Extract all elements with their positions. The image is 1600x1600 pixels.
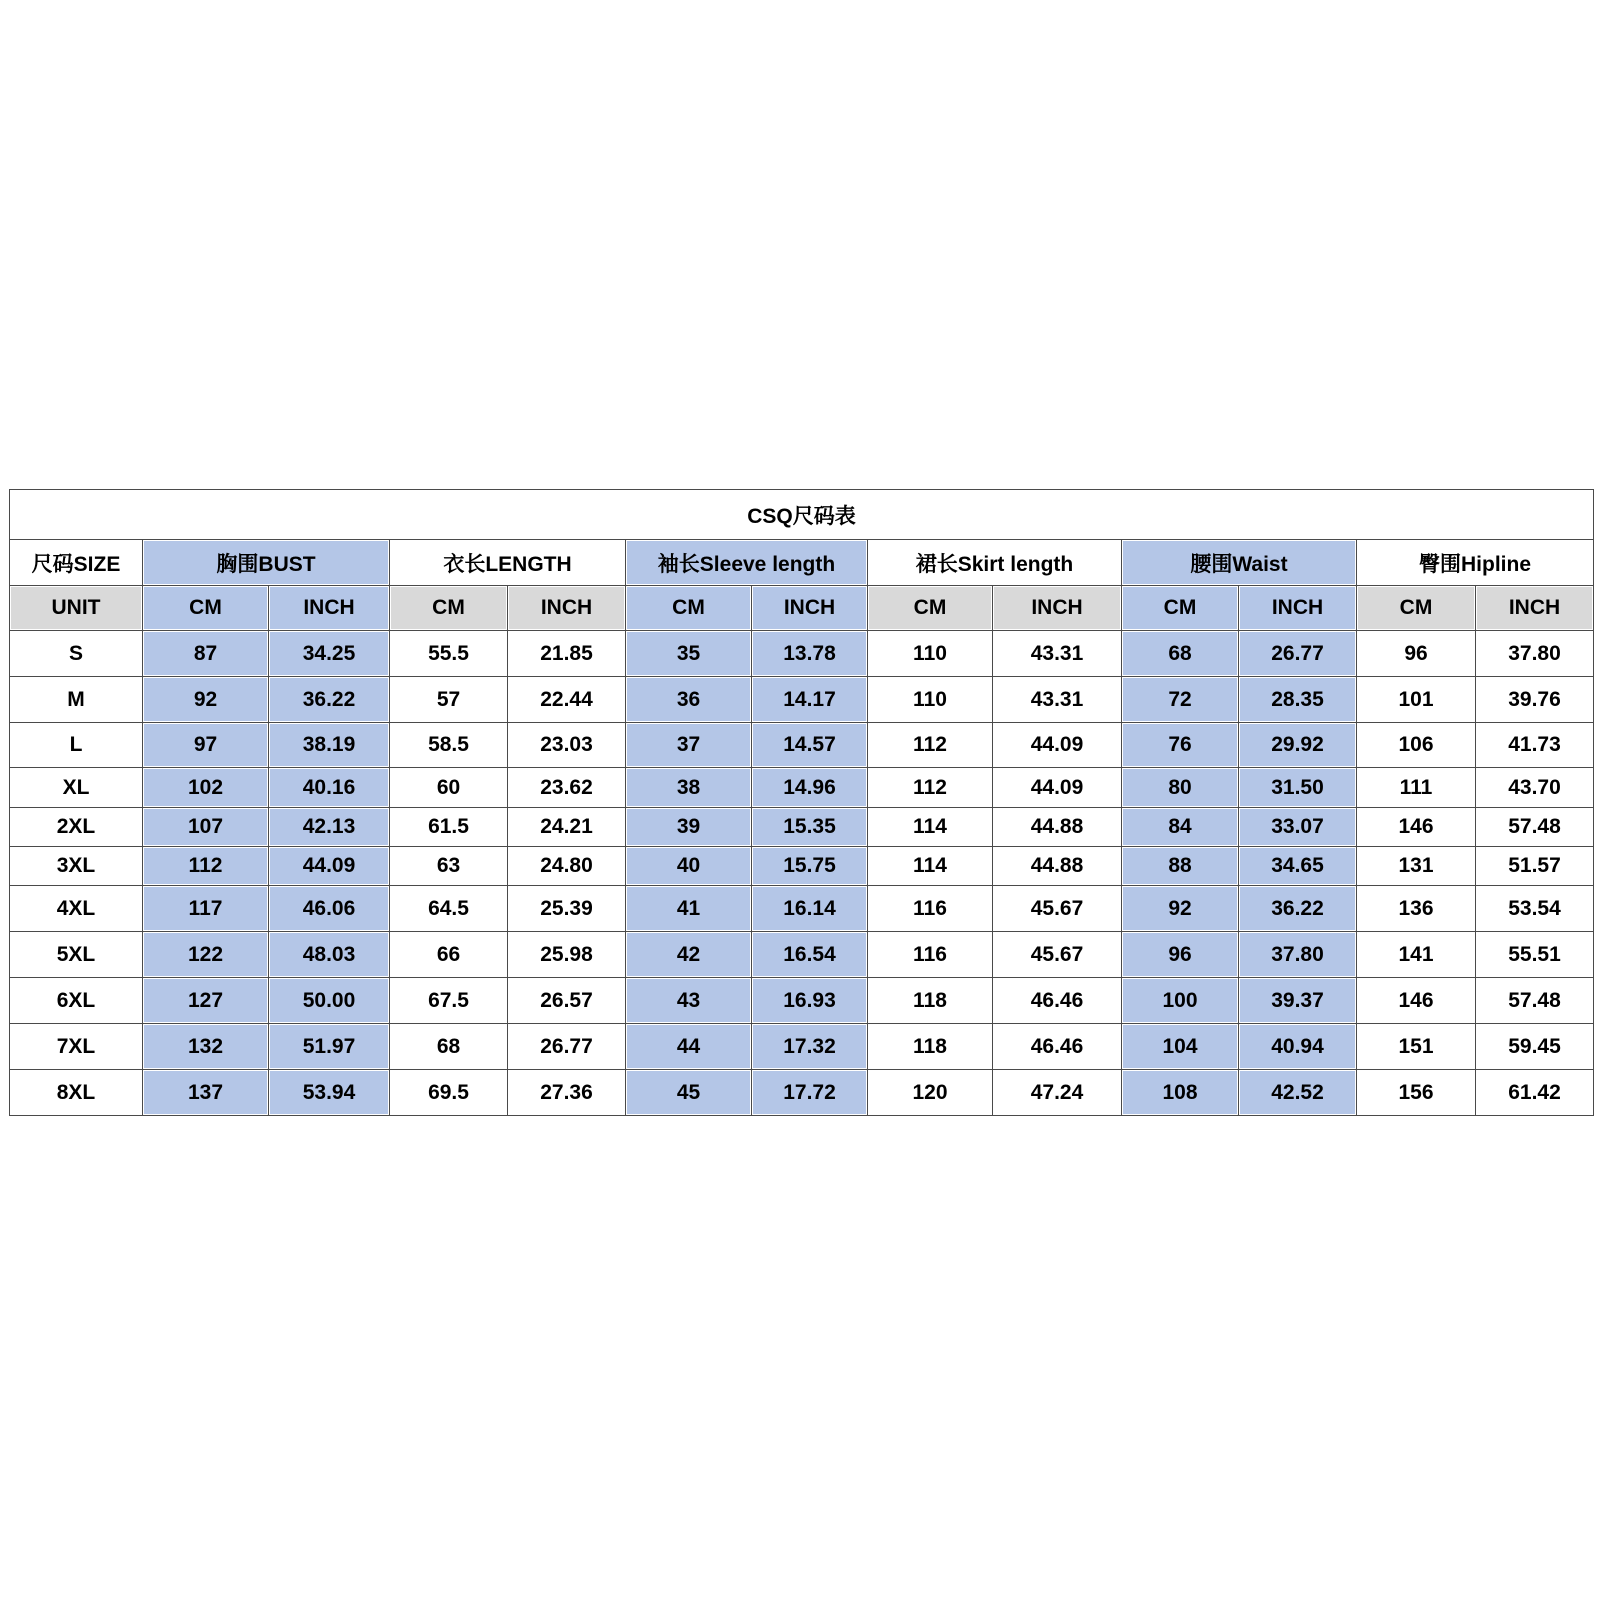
measurement-cell: 24.80 bbox=[508, 847, 626, 886]
measurement-cell: 36 bbox=[626, 677, 752, 723]
measurement-cell: 53.54 bbox=[1476, 886, 1594, 932]
measurement-cell: 26.77 bbox=[1239, 631, 1357, 677]
measurement-cell: 66 bbox=[390, 932, 508, 978]
table-row bbox=[10, 978, 1594, 1024]
measurement-cell: 50.00 bbox=[269, 978, 390, 1024]
group-header-sleeve: 袖长Sleeve length bbox=[626, 540, 868, 586]
measurement-cell: 43.70 bbox=[1476, 768, 1594, 808]
measurement-cell: 26.57 bbox=[508, 978, 626, 1024]
measurement-cell: 112 bbox=[868, 768, 993, 808]
measurement-cell: 16.93 bbox=[752, 978, 868, 1024]
measurement-cell: 39.37 bbox=[1239, 978, 1357, 1024]
measurement-cell: 118 bbox=[868, 978, 993, 1024]
measurement-cell: 132 bbox=[143, 1024, 269, 1070]
measurement-cell: 110 bbox=[868, 677, 993, 723]
measurement-cell: 55.51 bbox=[1476, 932, 1594, 978]
measurement-cell: 27.36 bbox=[508, 1070, 626, 1116]
measurement-cell: 151 bbox=[1357, 1024, 1476, 1070]
measurement-cell: 92 bbox=[1122, 886, 1239, 932]
measurement-cell: 14.57 bbox=[752, 723, 868, 768]
measurement-cell: 110 bbox=[868, 631, 993, 677]
measurement-cell: 114 bbox=[868, 847, 993, 886]
measurement-cell: 61.42 bbox=[1476, 1070, 1594, 1116]
size-label: 5XL bbox=[10, 932, 143, 978]
measurement-cell: 35 bbox=[626, 631, 752, 677]
measurement-cell: 33.07 bbox=[1239, 808, 1357, 847]
measurement-cell: 36.22 bbox=[1239, 886, 1357, 932]
measurement-cell: 44.88 bbox=[993, 808, 1122, 847]
measurement-cell: 60 bbox=[390, 768, 508, 808]
measurement-cell: 45.67 bbox=[993, 932, 1122, 978]
measurement-cell: 44.09 bbox=[269, 847, 390, 886]
size-label: S bbox=[10, 631, 143, 677]
measurement-cell: 34.25 bbox=[269, 631, 390, 677]
measurement-cell: 17.72 bbox=[752, 1070, 868, 1116]
size-label: L bbox=[10, 723, 143, 768]
measurement-cell: 141 bbox=[1357, 932, 1476, 978]
unit-inch: INCH bbox=[1239, 586, 1357, 631]
size-label: 3XL bbox=[10, 847, 143, 886]
measurement-cell: 131 bbox=[1357, 847, 1476, 886]
measurement-cell: 40.16 bbox=[269, 768, 390, 808]
unit-cm: CM bbox=[390, 586, 508, 631]
measurement-cell: 31.50 bbox=[1239, 768, 1357, 808]
unit-inch: INCH bbox=[508, 586, 626, 631]
measurement-cell: 25.98 bbox=[508, 932, 626, 978]
measurement-cell: 15.35 bbox=[752, 808, 868, 847]
measurement-cell: 76 bbox=[1122, 723, 1239, 768]
measurement-cell: 34.65 bbox=[1239, 847, 1357, 886]
unit-cm: CM bbox=[868, 586, 993, 631]
measurement-cell: 57.48 bbox=[1476, 978, 1594, 1024]
measurement-cell: 29.92 bbox=[1239, 723, 1357, 768]
measurement-cell: 39 bbox=[626, 808, 752, 847]
measurement-cell: 16.54 bbox=[752, 932, 868, 978]
measurement-cell: 146 bbox=[1357, 978, 1476, 1024]
unit-header: UNIT bbox=[10, 586, 143, 631]
table-row bbox=[10, 768, 1594, 808]
measurement-cell: 106 bbox=[1357, 723, 1476, 768]
measurement-cell: 23.03 bbox=[508, 723, 626, 768]
measurement-cell: 53.94 bbox=[269, 1070, 390, 1116]
measurement-cell: 46.06 bbox=[269, 886, 390, 932]
title-row bbox=[10, 490, 1594, 540]
group-header-skirt: 裙长Skirt length bbox=[868, 540, 1122, 586]
measurement-cell: 88 bbox=[1122, 847, 1239, 886]
table-row bbox=[10, 1070, 1594, 1116]
measurement-cell: 102 bbox=[143, 768, 269, 808]
measurement-cell: 17.32 bbox=[752, 1024, 868, 1070]
measurement-cell: 42.13 bbox=[269, 808, 390, 847]
measurement-cell: 104 bbox=[1122, 1024, 1239, 1070]
measurement-cell: 40.94 bbox=[1239, 1024, 1357, 1070]
size-label: 8XL bbox=[10, 1070, 143, 1116]
chart-title: CSQ尺码表 bbox=[10, 490, 1594, 540]
measurement-cell: 46.46 bbox=[993, 1024, 1122, 1070]
measurement-cell: 111 bbox=[1357, 768, 1476, 808]
measurement-cell: 96 bbox=[1122, 932, 1239, 978]
size-chart-body bbox=[10, 490, 1594, 1116]
measurement-cell: 51.57 bbox=[1476, 847, 1594, 886]
measurement-cell: 61.5 bbox=[390, 808, 508, 847]
measurement-cell: 117 bbox=[143, 886, 269, 932]
measurement-cell: 38.19 bbox=[269, 723, 390, 768]
measurement-cell: 57 bbox=[390, 677, 508, 723]
measurement-cell: 39.76 bbox=[1476, 677, 1594, 723]
measurement-cell: 37.80 bbox=[1476, 631, 1594, 677]
measurement-cell: 122 bbox=[143, 932, 269, 978]
measurement-cell: 22.44 bbox=[508, 677, 626, 723]
measurement-cell: 97 bbox=[143, 723, 269, 768]
size-label: XL bbox=[10, 768, 143, 808]
measurement-cell: 156 bbox=[1357, 1070, 1476, 1116]
measurement-cell: 42.52 bbox=[1239, 1070, 1357, 1116]
measurement-cell: 38 bbox=[626, 768, 752, 808]
measurement-cell: 72 bbox=[1122, 677, 1239, 723]
measurement-cell: 42 bbox=[626, 932, 752, 978]
measurement-cell: 40 bbox=[626, 847, 752, 886]
measurement-cell: 116 bbox=[868, 886, 993, 932]
measurement-cell: 114 bbox=[868, 808, 993, 847]
measurement-cell: 14.96 bbox=[752, 768, 868, 808]
unit-inch: INCH bbox=[269, 586, 390, 631]
group-header-bust: 胸围BUST bbox=[143, 540, 390, 586]
size-header: 尺码SIZE bbox=[10, 540, 143, 586]
measurement-cell: 57.48 bbox=[1476, 808, 1594, 847]
group-header-waist: 腰围Waist bbox=[1122, 540, 1357, 586]
group-header-length: 衣长LENGTH bbox=[390, 540, 626, 586]
measurement-cell: 55.5 bbox=[390, 631, 508, 677]
measurement-cell: 36.22 bbox=[269, 677, 390, 723]
measurement-cell: 37 bbox=[626, 723, 752, 768]
measurement-cell: 69.5 bbox=[390, 1070, 508, 1116]
measurement-cell: 21.85 bbox=[508, 631, 626, 677]
group-header-hipline: 臀围Hipline bbox=[1357, 540, 1594, 586]
measurement-cell: 16.14 bbox=[752, 886, 868, 932]
measurement-cell: 80 bbox=[1122, 768, 1239, 808]
measurement-cell: 41 bbox=[626, 886, 752, 932]
measurement-cell: 58.5 bbox=[390, 723, 508, 768]
unit-inch: INCH bbox=[1476, 586, 1594, 631]
measurement-cell: 68 bbox=[390, 1024, 508, 1070]
measurement-cell: 108 bbox=[1122, 1070, 1239, 1116]
measurement-cell: 23.62 bbox=[508, 768, 626, 808]
measurement-cell: 45.67 bbox=[993, 886, 1122, 932]
measurement-cell: 101 bbox=[1357, 677, 1476, 723]
measurement-cell: 48.03 bbox=[269, 932, 390, 978]
measurement-cell: 26.77 bbox=[508, 1024, 626, 1070]
measurement-cell: 28.35 bbox=[1239, 677, 1357, 723]
measurement-cell: 59.45 bbox=[1476, 1024, 1594, 1070]
measurement-cell: 68 bbox=[1122, 631, 1239, 677]
table-row bbox=[10, 1024, 1594, 1070]
measurement-cell: 13.78 bbox=[752, 631, 868, 677]
table-row bbox=[10, 723, 1594, 768]
measurement-cell: 100 bbox=[1122, 978, 1239, 1024]
measurement-cell: 118 bbox=[868, 1024, 993, 1070]
measurement-cell: 45 bbox=[626, 1070, 752, 1116]
size-label: 7XL bbox=[10, 1024, 143, 1070]
measurement-header-row bbox=[10, 540, 1594, 586]
measurement-cell: 136 bbox=[1357, 886, 1476, 932]
measurement-cell: 43 bbox=[626, 978, 752, 1024]
measurement-cell: 87 bbox=[143, 631, 269, 677]
measurement-cell: 107 bbox=[143, 808, 269, 847]
table-row bbox=[10, 677, 1594, 723]
measurement-cell: 37.80 bbox=[1239, 932, 1357, 978]
size-label: 6XL bbox=[10, 978, 143, 1024]
measurement-cell: 127 bbox=[143, 978, 269, 1024]
measurement-cell: 67.5 bbox=[390, 978, 508, 1024]
measurement-cell: 24.21 bbox=[508, 808, 626, 847]
size-label: 4XL bbox=[10, 886, 143, 932]
measurement-cell: 112 bbox=[868, 723, 993, 768]
measurement-cell: 44.09 bbox=[993, 768, 1122, 808]
unit-cm: CM bbox=[1122, 586, 1239, 631]
table-row bbox=[10, 932, 1594, 978]
unit-cm: CM bbox=[1357, 586, 1476, 631]
size-chart-table bbox=[9, 489, 1594, 1116]
measurement-cell: 25.39 bbox=[508, 886, 626, 932]
measurement-cell: 92 bbox=[143, 677, 269, 723]
measurement-cell: 44.88 bbox=[993, 847, 1122, 886]
measurement-cell: 43.31 bbox=[993, 631, 1122, 677]
measurement-cell: 51.97 bbox=[269, 1024, 390, 1070]
size-label: 2XL bbox=[10, 808, 143, 847]
measurement-cell: 41.73 bbox=[1476, 723, 1594, 768]
measurement-cell: 43.31 bbox=[993, 677, 1122, 723]
measurement-cell: 96 bbox=[1357, 631, 1476, 677]
measurement-cell: 47.24 bbox=[993, 1070, 1122, 1116]
unit-header-row bbox=[10, 586, 1594, 631]
measurement-cell: 146 bbox=[1357, 808, 1476, 847]
measurement-cell: 46.46 bbox=[993, 978, 1122, 1024]
table-row bbox=[10, 886, 1594, 932]
measurement-cell: 63 bbox=[390, 847, 508, 886]
table-row bbox=[10, 631, 1594, 677]
table-row bbox=[10, 808, 1594, 847]
unit-cm: CM bbox=[626, 586, 752, 631]
measurement-cell: 84 bbox=[1122, 808, 1239, 847]
measurement-cell: 44.09 bbox=[993, 723, 1122, 768]
measurement-cell: 14.17 bbox=[752, 677, 868, 723]
measurement-cell: 15.75 bbox=[752, 847, 868, 886]
table-row bbox=[10, 847, 1594, 886]
unit-inch: INCH bbox=[752, 586, 868, 631]
measurement-cell: 112 bbox=[143, 847, 269, 886]
measurement-cell: 64.5 bbox=[390, 886, 508, 932]
measurement-cell: 120 bbox=[868, 1070, 993, 1116]
unit-inch: INCH bbox=[993, 586, 1122, 631]
measurement-cell: 137 bbox=[143, 1070, 269, 1116]
size-label: M bbox=[10, 677, 143, 723]
unit-cm: CM bbox=[143, 586, 269, 631]
measurement-cell: 44 bbox=[626, 1024, 752, 1070]
measurement-cell: 116 bbox=[868, 932, 993, 978]
